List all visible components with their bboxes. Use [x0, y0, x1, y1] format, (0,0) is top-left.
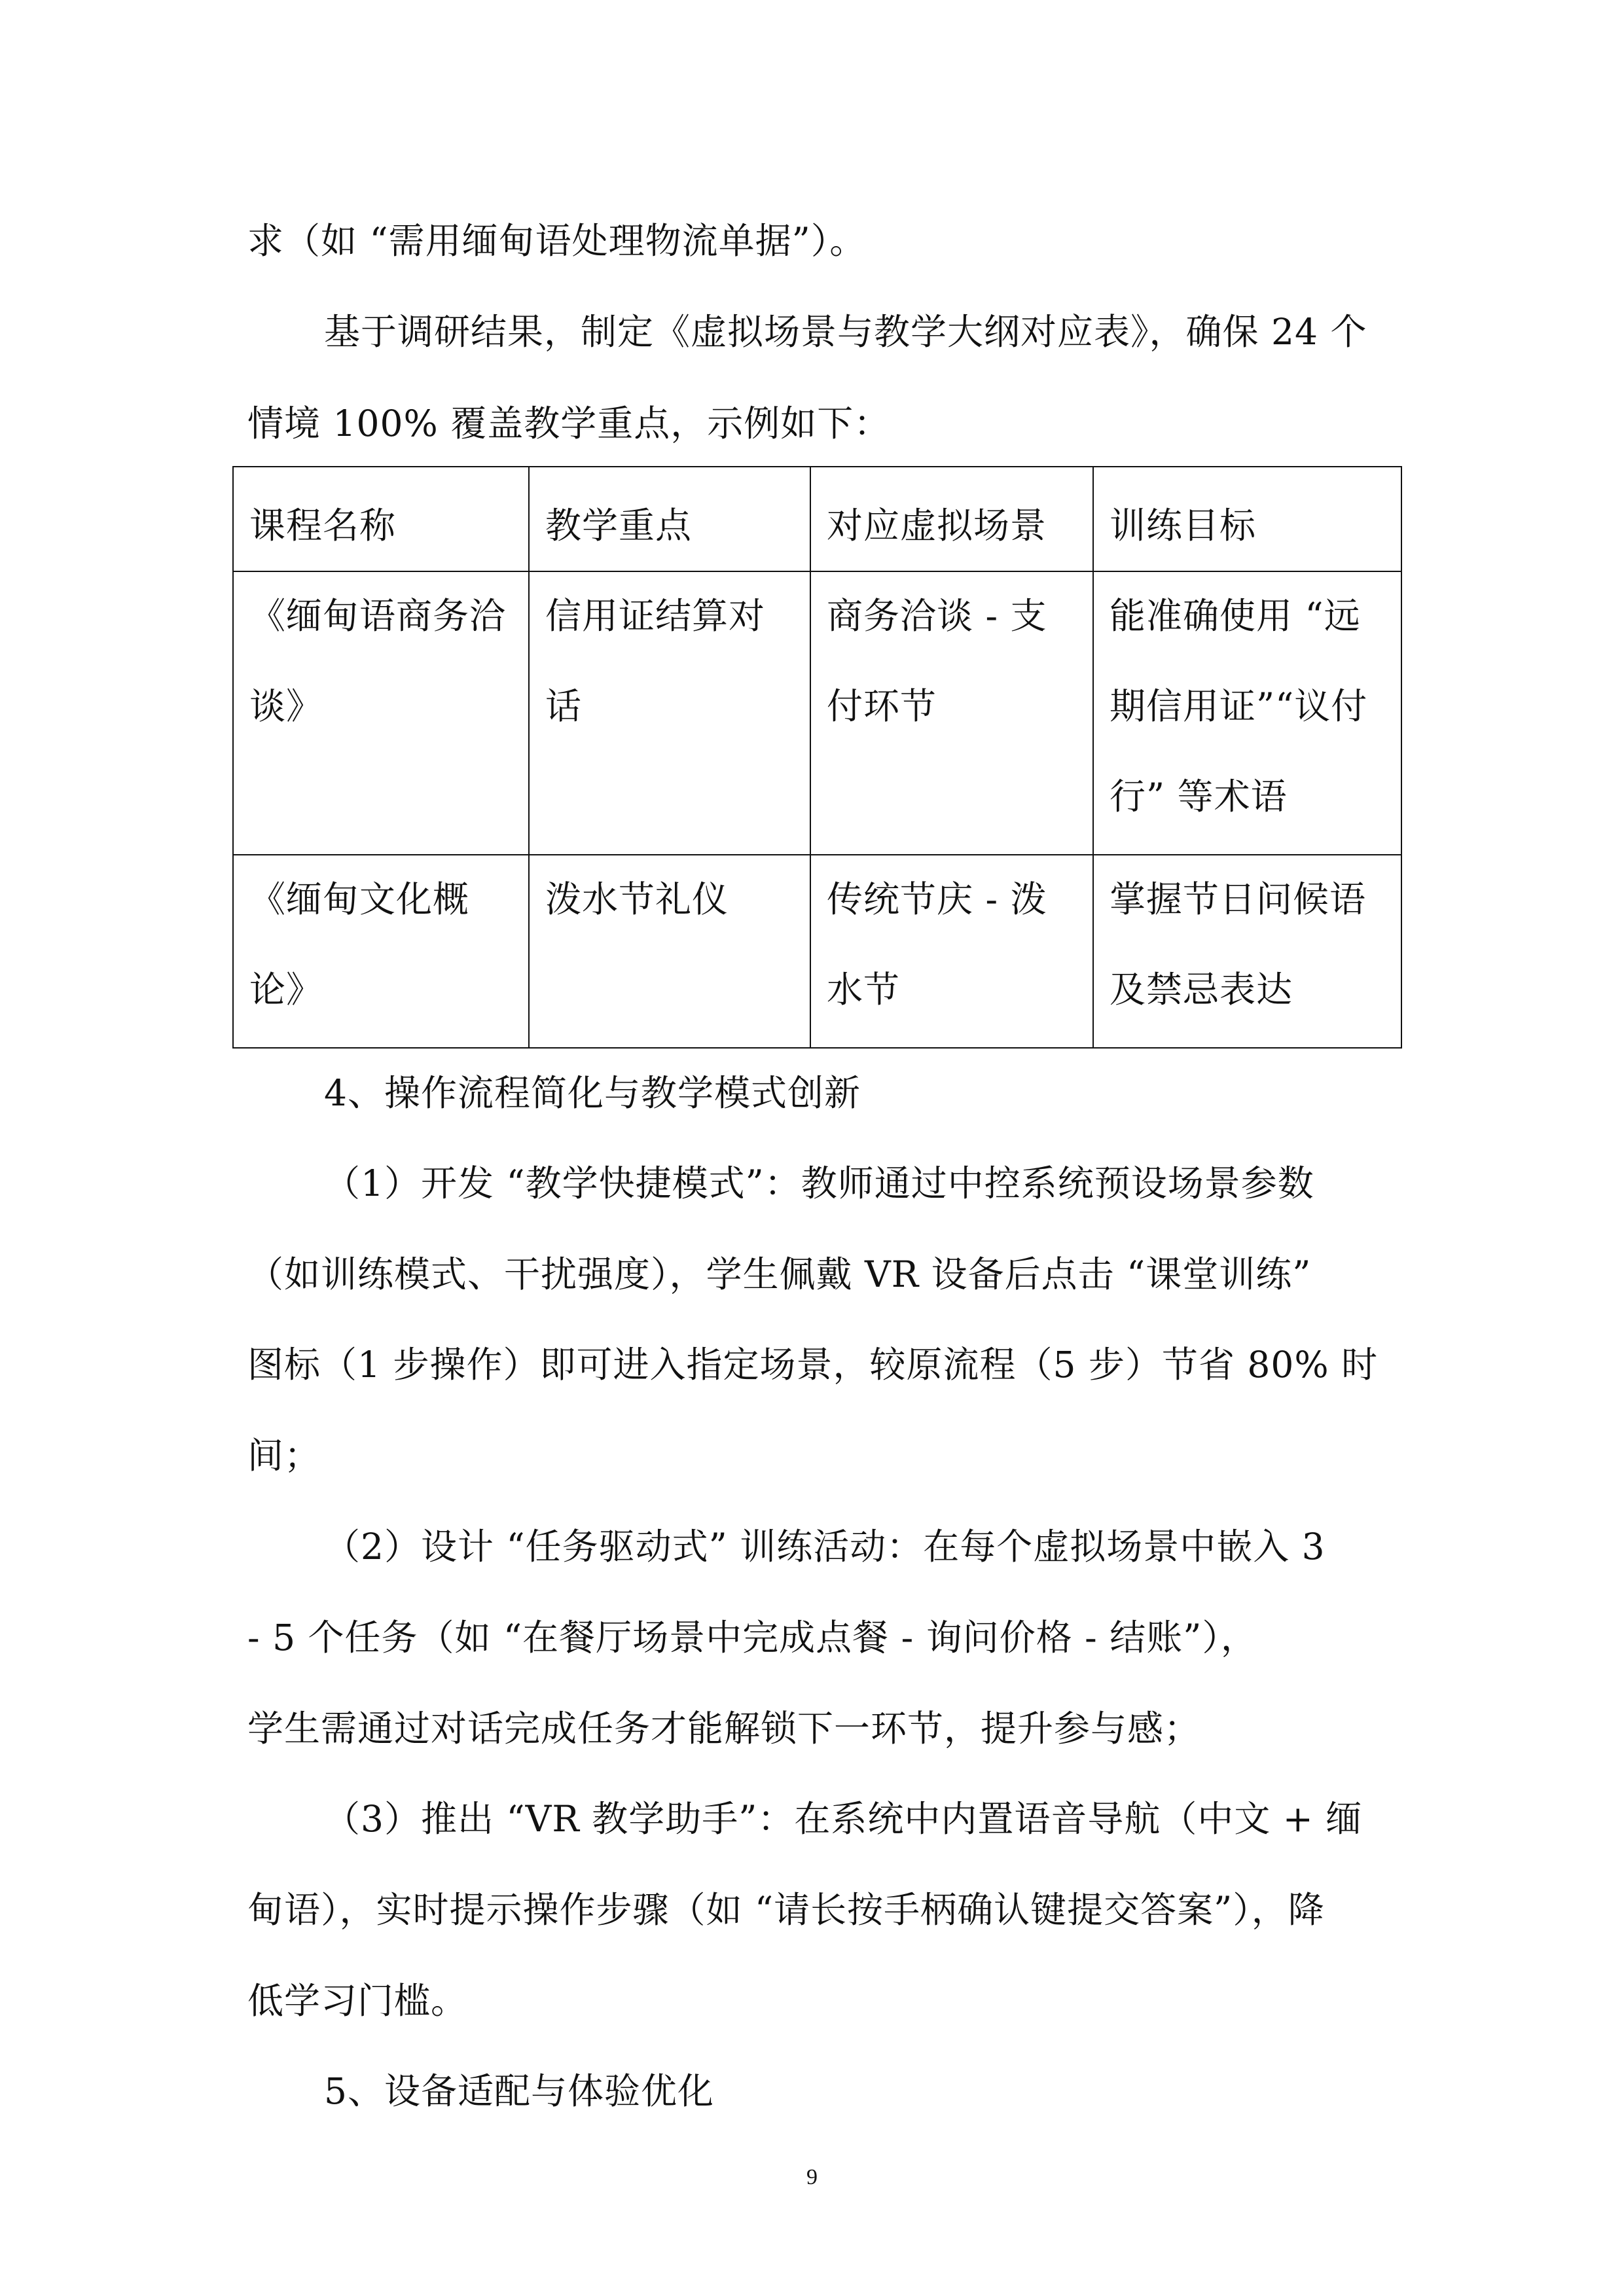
- table-cell: 泼水节礼仪: [529, 855, 810, 1048]
- section-heading: 5、设备适配与体验优化: [324, 2070, 714, 2112]
- paragraph-line: 甸语），实时提示操作步骤（如 “请长按手柄确认键提交答案”），降: [247, 1889, 1325, 1931]
- table-header-cell: 训练目标: [1093, 467, 1401, 571]
- paragraph-line: （1）开发 “教学快捷模式”：教师通过中控系统预设场景参数: [324, 1162, 1314, 1204]
- table-cell: 信用证结算对话: [529, 571, 810, 855]
- page-number: 9: [806, 2165, 818, 2189]
- table-cell: 《缅甸文化概论》: [233, 855, 529, 1048]
- table-cell: 商务洽谈 - 支付环节: [810, 571, 1093, 855]
- paragraph-line: 学生需通过对话完成任务才能解锁下一环节，提升参与感；: [247, 1708, 1201, 1749]
- paragraph-line: 间；: [247, 1435, 321, 1477]
- paragraph-line: 低学习门槛。: [247, 1980, 468, 2022]
- table-cell: 能准确使用 “远期信用证”“议付行” 等术语: [1093, 571, 1401, 855]
- table-header-cell: 对应虚拟场景: [810, 467, 1093, 571]
- section-heading: 4、操作流程简化与教学模式创新: [324, 1072, 861, 1114]
- paragraph-line: 图标（1 步操作）即可进入指定场景，较原流程（5 步）节省 80% 时: [247, 1344, 1379, 1386]
- table-header-row: [233, 467, 1401, 571]
- paragraph-line: - 5 个任务（如 “在餐厅场景中完成点餐 - 询问价格 - 结账”），: [247, 1617, 1257, 1659]
- paragraph-line: （2）设计 “任务驱动式” 训练活动：在每个虚拟场景中嵌入 3: [324, 1526, 1326, 1568]
- table-cell: 《缅甸语商务洽谈》: [233, 571, 529, 855]
- table-cell: 掌握节日问候语及禁忌表达: [1093, 855, 1401, 1048]
- course-mapping-table: [232, 466, 1402, 1049]
- paragraph-line: 情境 100% 覆盖教学重点，示例如下：: [247, 403, 891, 444]
- table-header-cell: 教学重点: [529, 467, 810, 571]
- table-cell: 传统节庆 - 泼水节: [810, 855, 1093, 1048]
- paragraph-line: （如训练模式、干扰强度），学生佩戴 VR 设备后点击 “课堂训练”: [247, 1253, 1312, 1295]
- paragraph-line: 求（如 “需用缅甸语处理物流单据”）。: [247, 220, 867, 262]
- paragraph-line: 基于调研结果，制定《虚拟场景与教学大纲对应表》，确保 24 个: [324, 311, 1367, 353]
- table-row: [233, 571, 1401, 855]
- paragraph-line: （3）推出 “VR 教学助手”：在系统中内置语音导航（中文 + 缅: [324, 1798, 1363, 1840]
- table-header-cell: 课程名称: [233, 467, 529, 571]
- table-row: [233, 855, 1401, 1048]
